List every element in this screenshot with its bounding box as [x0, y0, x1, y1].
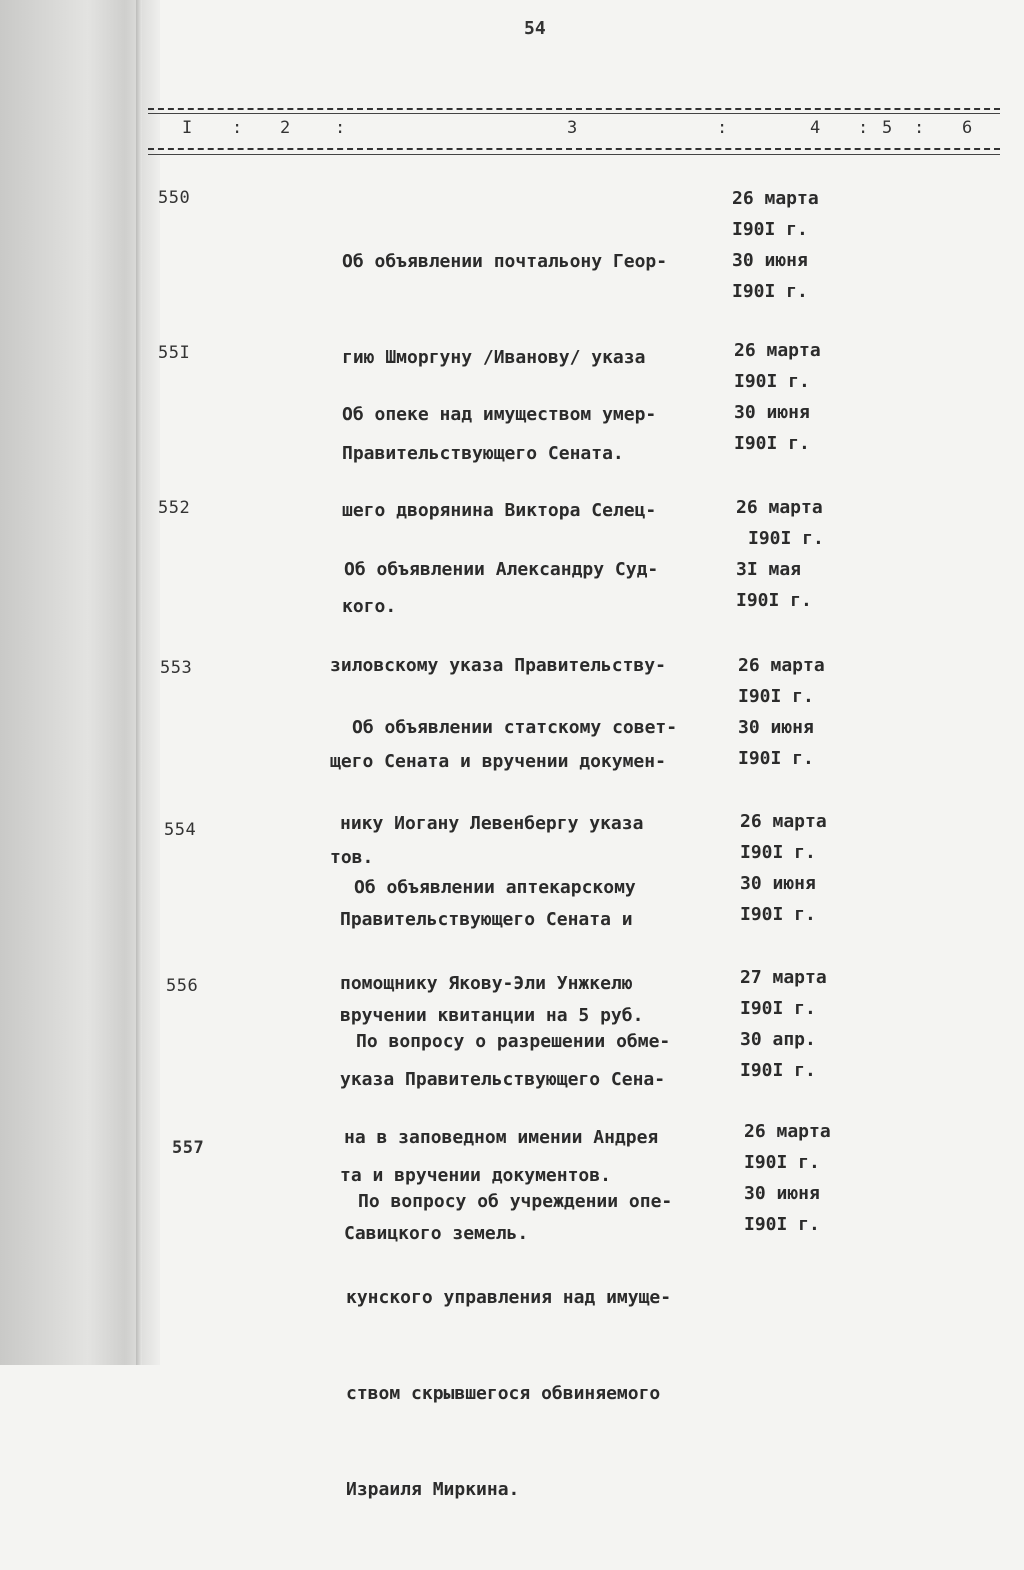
header-bottom-rule [148, 148, 1000, 150]
start-date: 26 марта [744, 1121, 831, 1142]
description-line: Савицкого земель. [344, 1223, 529, 1244]
header-top-rule [148, 108, 1000, 110]
entry-number: 553 [160, 658, 193, 678]
end-year: I90I г. [738, 748, 814, 769]
entry-dates [740, 806, 860, 930]
entry-dates [734, 335, 854, 459]
end-date: 30 июня [732, 250, 808, 271]
description-line: По вопросу о разрешении обме- [356, 1031, 671, 1052]
description-line: Об объявлении почтальону Геор- [342, 251, 668, 272]
col-header-1: I [182, 118, 193, 138]
entry-dates [738, 650, 858, 774]
start-year: I90I г. [732, 219, 808, 240]
entry-number: 55I [158, 343, 191, 363]
description-line: Правительствующего Сената и [340, 909, 633, 930]
start-date: 26 марта [732, 188, 819, 209]
entry-dates [732, 183, 852, 307]
description-line: Об опеке над имуществом умер- [342, 404, 657, 425]
start-date: 26 марта [736, 497, 823, 518]
description-line: на в заповедном имении Андрея [344, 1127, 659, 1148]
end-year: I90I г. [732, 281, 808, 302]
entry-number: 554 [164, 820, 197, 840]
description-line: указа Правительствующего Сена- [340, 1069, 666, 1090]
col-separator: : [858, 118, 869, 138]
col-header-4: 4 [810, 118, 821, 138]
description-line: помощнику Якову-Эли Унжкелю [340, 973, 633, 994]
end-date: 30 июня [738, 717, 814, 738]
description-line: щего Сената и вручении докумен- [330, 751, 666, 772]
description-line: Об объявлении Александру Суд- [344, 559, 659, 580]
entry-description [346, 1122, 756, 1570]
col-separator: : [335, 118, 346, 138]
end-year: I90I г. [740, 904, 816, 925]
start-date: 26 марта [740, 811, 827, 832]
col-header-5: 5 [882, 118, 893, 138]
entry-dates [736, 492, 856, 616]
page-edge [136, 0, 142, 1365]
entry-dates [744, 1116, 864, 1240]
description-line: зиловскому указа Правительству- [330, 655, 666, 676]
description-line: вручении квитанции на 5 руб. [340, 1005, 644, 1026]
description-line: шего дворянина Виктора Селец- [342, 500, 657, 521]
description-line: Об объявлении аптекарскому [354, 877, 636, 898]
description-line: ством скрывшегося обвиняемого [346, 1383, 661, 1404]
description-line: Об объявлении статскому совет- [352, 717, 678, 738]
entry-number: 557 [172, 1138, 205, 1158]
col-header-3: 3 [567, 118, 578, 138]
start-year: I90I г. [740, 998, 816, 1019]
end-year: I90I г. [744, 1214, 820, 1235]
col-separator: : [717, 118, 728, 138]
entry-number: 550 [158, 188, 191, 208]
entry-number: 556 [166, 976, 199, 996]
start-date: 26 марта [738, 655, 825, 676]
start-year: I90I г. [744, 1152, 820, 1173]
description-line: По вопросу об учреждении опе- [358, 1191, 673, 1212]
end-date: 30 июня [740, 873, 816, 894]
description-line: Израиля Миркина. [346, 1479, 520, 1500]
end-date: 30 апр. [740, 1029, 816, 1050]
description-line: гию Шморгуну /Иванову/ указа [342, 347, 646, 368]
header-top-rule-solid [148, 113, 1000, 114]
col-header-2: 2 [280, 118, 291, 138]
end-date: 3I мая [736, 559, 802, 580]
start-date: 26 марта [734, 340, 821, 361]
description-line: кого. [342, 596, 397, 617]
end-year: I90I г. [736, 590, 812, 611]
description-line: та и вручении документов. [340, 1165, 611, 1186]
start-date: 27 марта [740, 967, 827, 988]
description-line: кунского управления над имуще- [346, 1287, 672, 1308]
entry-number: 552 [158, 498, 191, 518]
start-year: I90I г. [734, 371, 810, 392]
entry-dates [740, 962, 860, 1086]
description-line: нику Иогану Левенбергу указа [340, 813, 644, 834]
end-year: I90I г. [734, 433, 810, 454]
end-date: 30 июня [744, 1183, 820, 1204]
description-line: тов. [330, 847, 374, 868]
end-year: I90I г. [740, 1060, 816, 1081]
description-line: Правительствующего Сената. [342, 443, 624, 464]
start-year: I90I г. [738, 686, 814, 707]
end-date: 30 июня [734, 402, 810, 423]
header-bottom-rule-solid [148, 154, 1000, 155]
start-year: I90I г. [740, 842, 816, 863]
page-number: 54 [524, 18, 546, 39]
col-separator: : [914, 118, 925, 138]
col-header-6: 6 [962, 118, 973, 138]
start-year: I90I г. [748, 528, 824, 549]
col-separator: : [232, 118, 243, 138]
